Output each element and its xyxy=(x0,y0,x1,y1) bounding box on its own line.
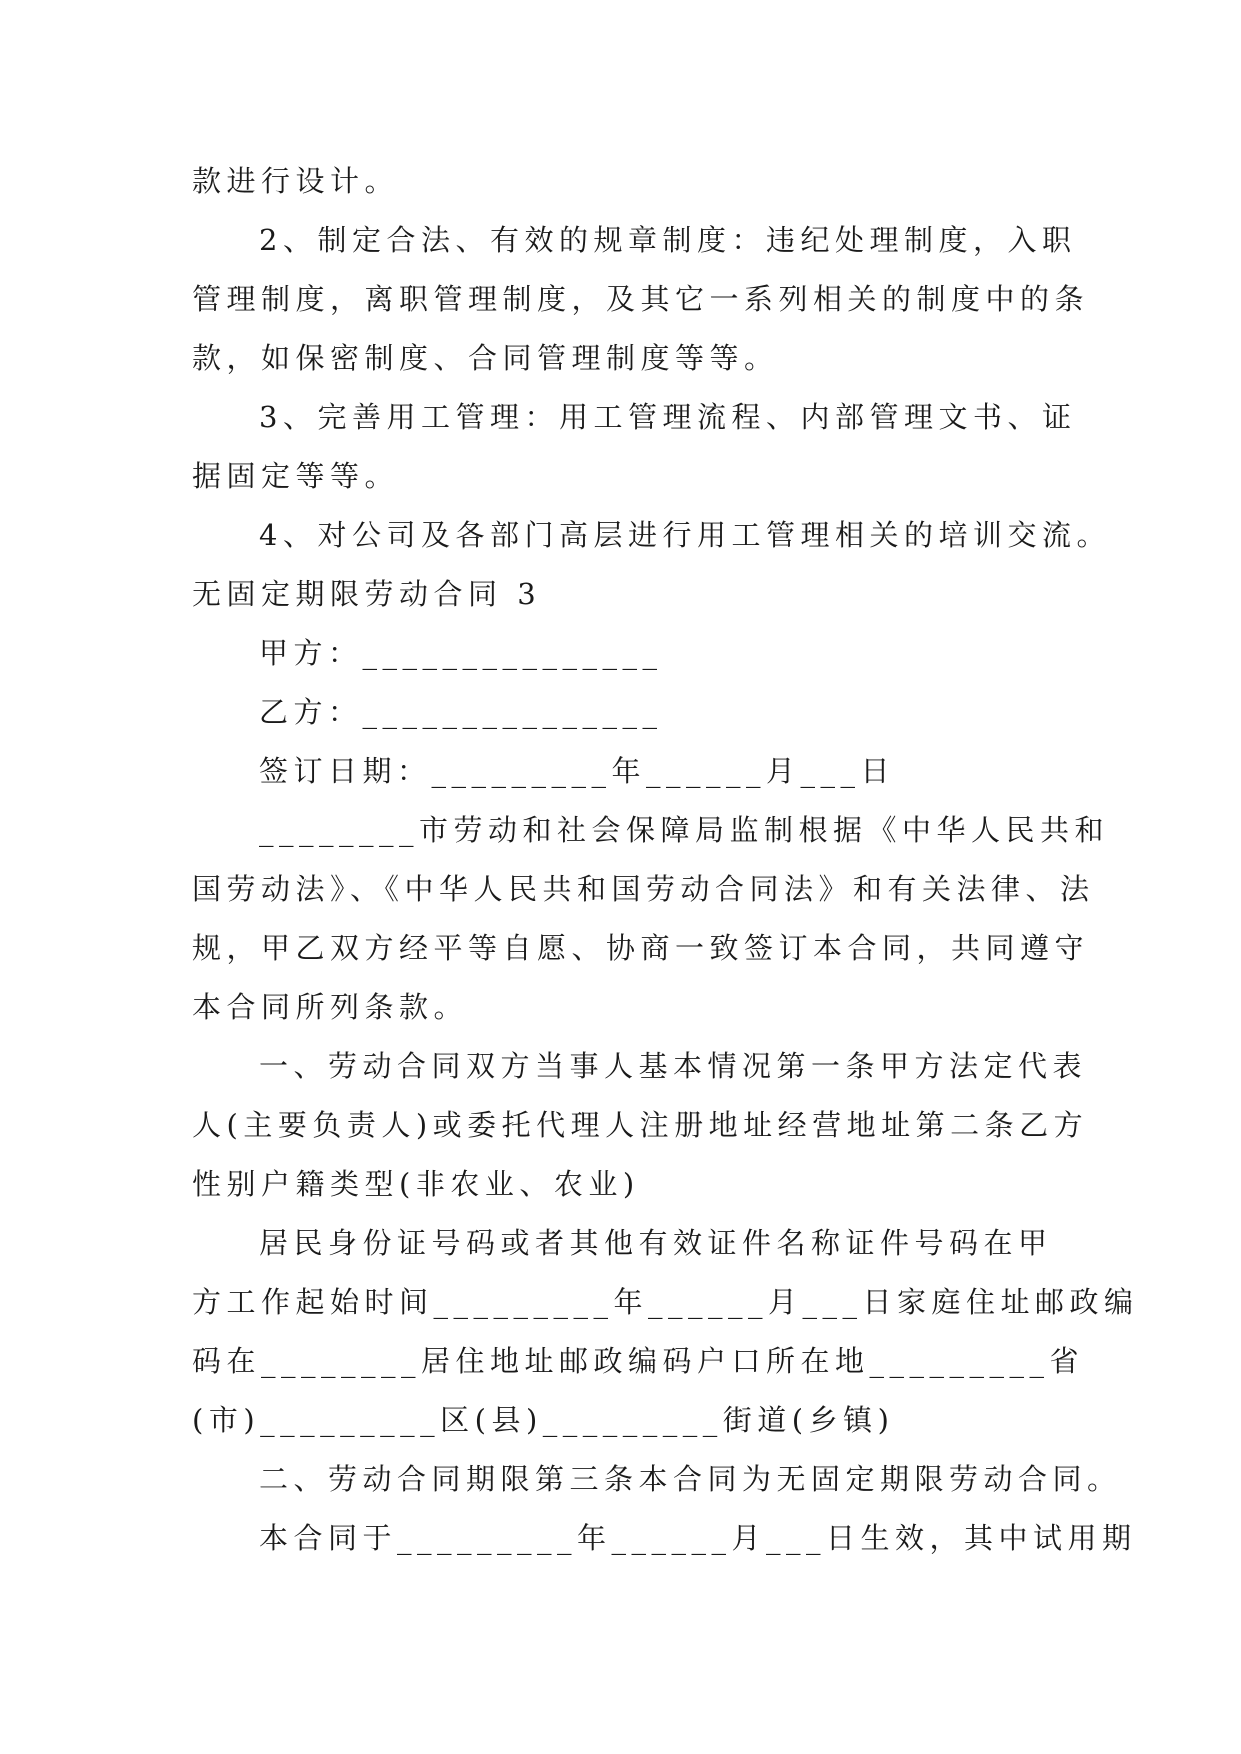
text-line: 人(主要负责人)或委托代理人注册地址经营地址第二条乙方 xyxy=(192,1108,1089,1142)
text-line: 管理制度，离职管理制度，及其它一系列相关的制度中的条 xyxy=(192,282,1090,316)
text-line: 方工作起始时间_________年______月___日家庭住址邮政编 xyxy=(192,1285,1139,1319)
document-page xyxy=(192,152,1139,1568)
text-line: 一、劳动合同双方当事人基本情况第一条甲方法定代表 xyxy=(259,1049,1088,1083)
text-line: 签订日期：_________年______月___日 xyxy=(259,754,896,788)
text-line: 据固定等等。 xyxy=(192,459,400,493)
text-line: 3、完善用工管理：用工管理流程、内部管理文书、证 xyxy=(259,400,1077,434)
text-line: 甲方：_______________ xyxy=(259,636,663,670)
text-line: 2、制定合法、有效的规章制度：违纪处理制度，入职 xyxy=(259,223,1077,257)
text-line: 款，如保密制度、合同管理制度等等。 xyxy=(192,341,779,375)
text-line: 居民身份证号码或者其他有效证件名称证件号码在甲 xyxy=(259,1226,1053,1260)
text-line: 二、劳动合同期限第三条本合同为无固定期限劳动合同。 xyxy=(259,1462,1122,1496)
text-line: ________市劳动和社会保障局监制根据《中华人民共和 xyxy=(259,813,1110,847)
text-line: 乙方：_______________ xyxy=(259,695,663,729)
text-line: 码在________居住地址邮政编码户口所在地_________省 xyxy=(192,1344,1085,1378)
text-line: 性别户籍类型(非农业、农业) xyxy=(192,1167,640,1201)
text-line: 本合同于_________年______月___日生效，其中试用期 xyxy=(259,1521,1137,1555)
text-line: 款进行设计。 xyxy=(192,164,400,198)
text-line: 4、对公司及各部门高层进行用工管理相关的培训交流。 xyxy=(259,518,1111,552)
text-line: 国劳动法》、《中华人民共和国劳动合同法》和有关法律、法 xyxy=(192,872,1095,906)
text-line: 无固定期限劳动合同 3 xyxy=(192,577,542,611)
text-line: (市)_________区(县)_________街道(乡镇) xyxy=(192,1403,895,1437)
text-line: 本合同所列条款。 xyxy=(192,990,469,1024)
text-line: 规，甲乙双方经平等自愿、协商一致签订本合同，共同遵守 xyxy=(192,931,1090,965)
